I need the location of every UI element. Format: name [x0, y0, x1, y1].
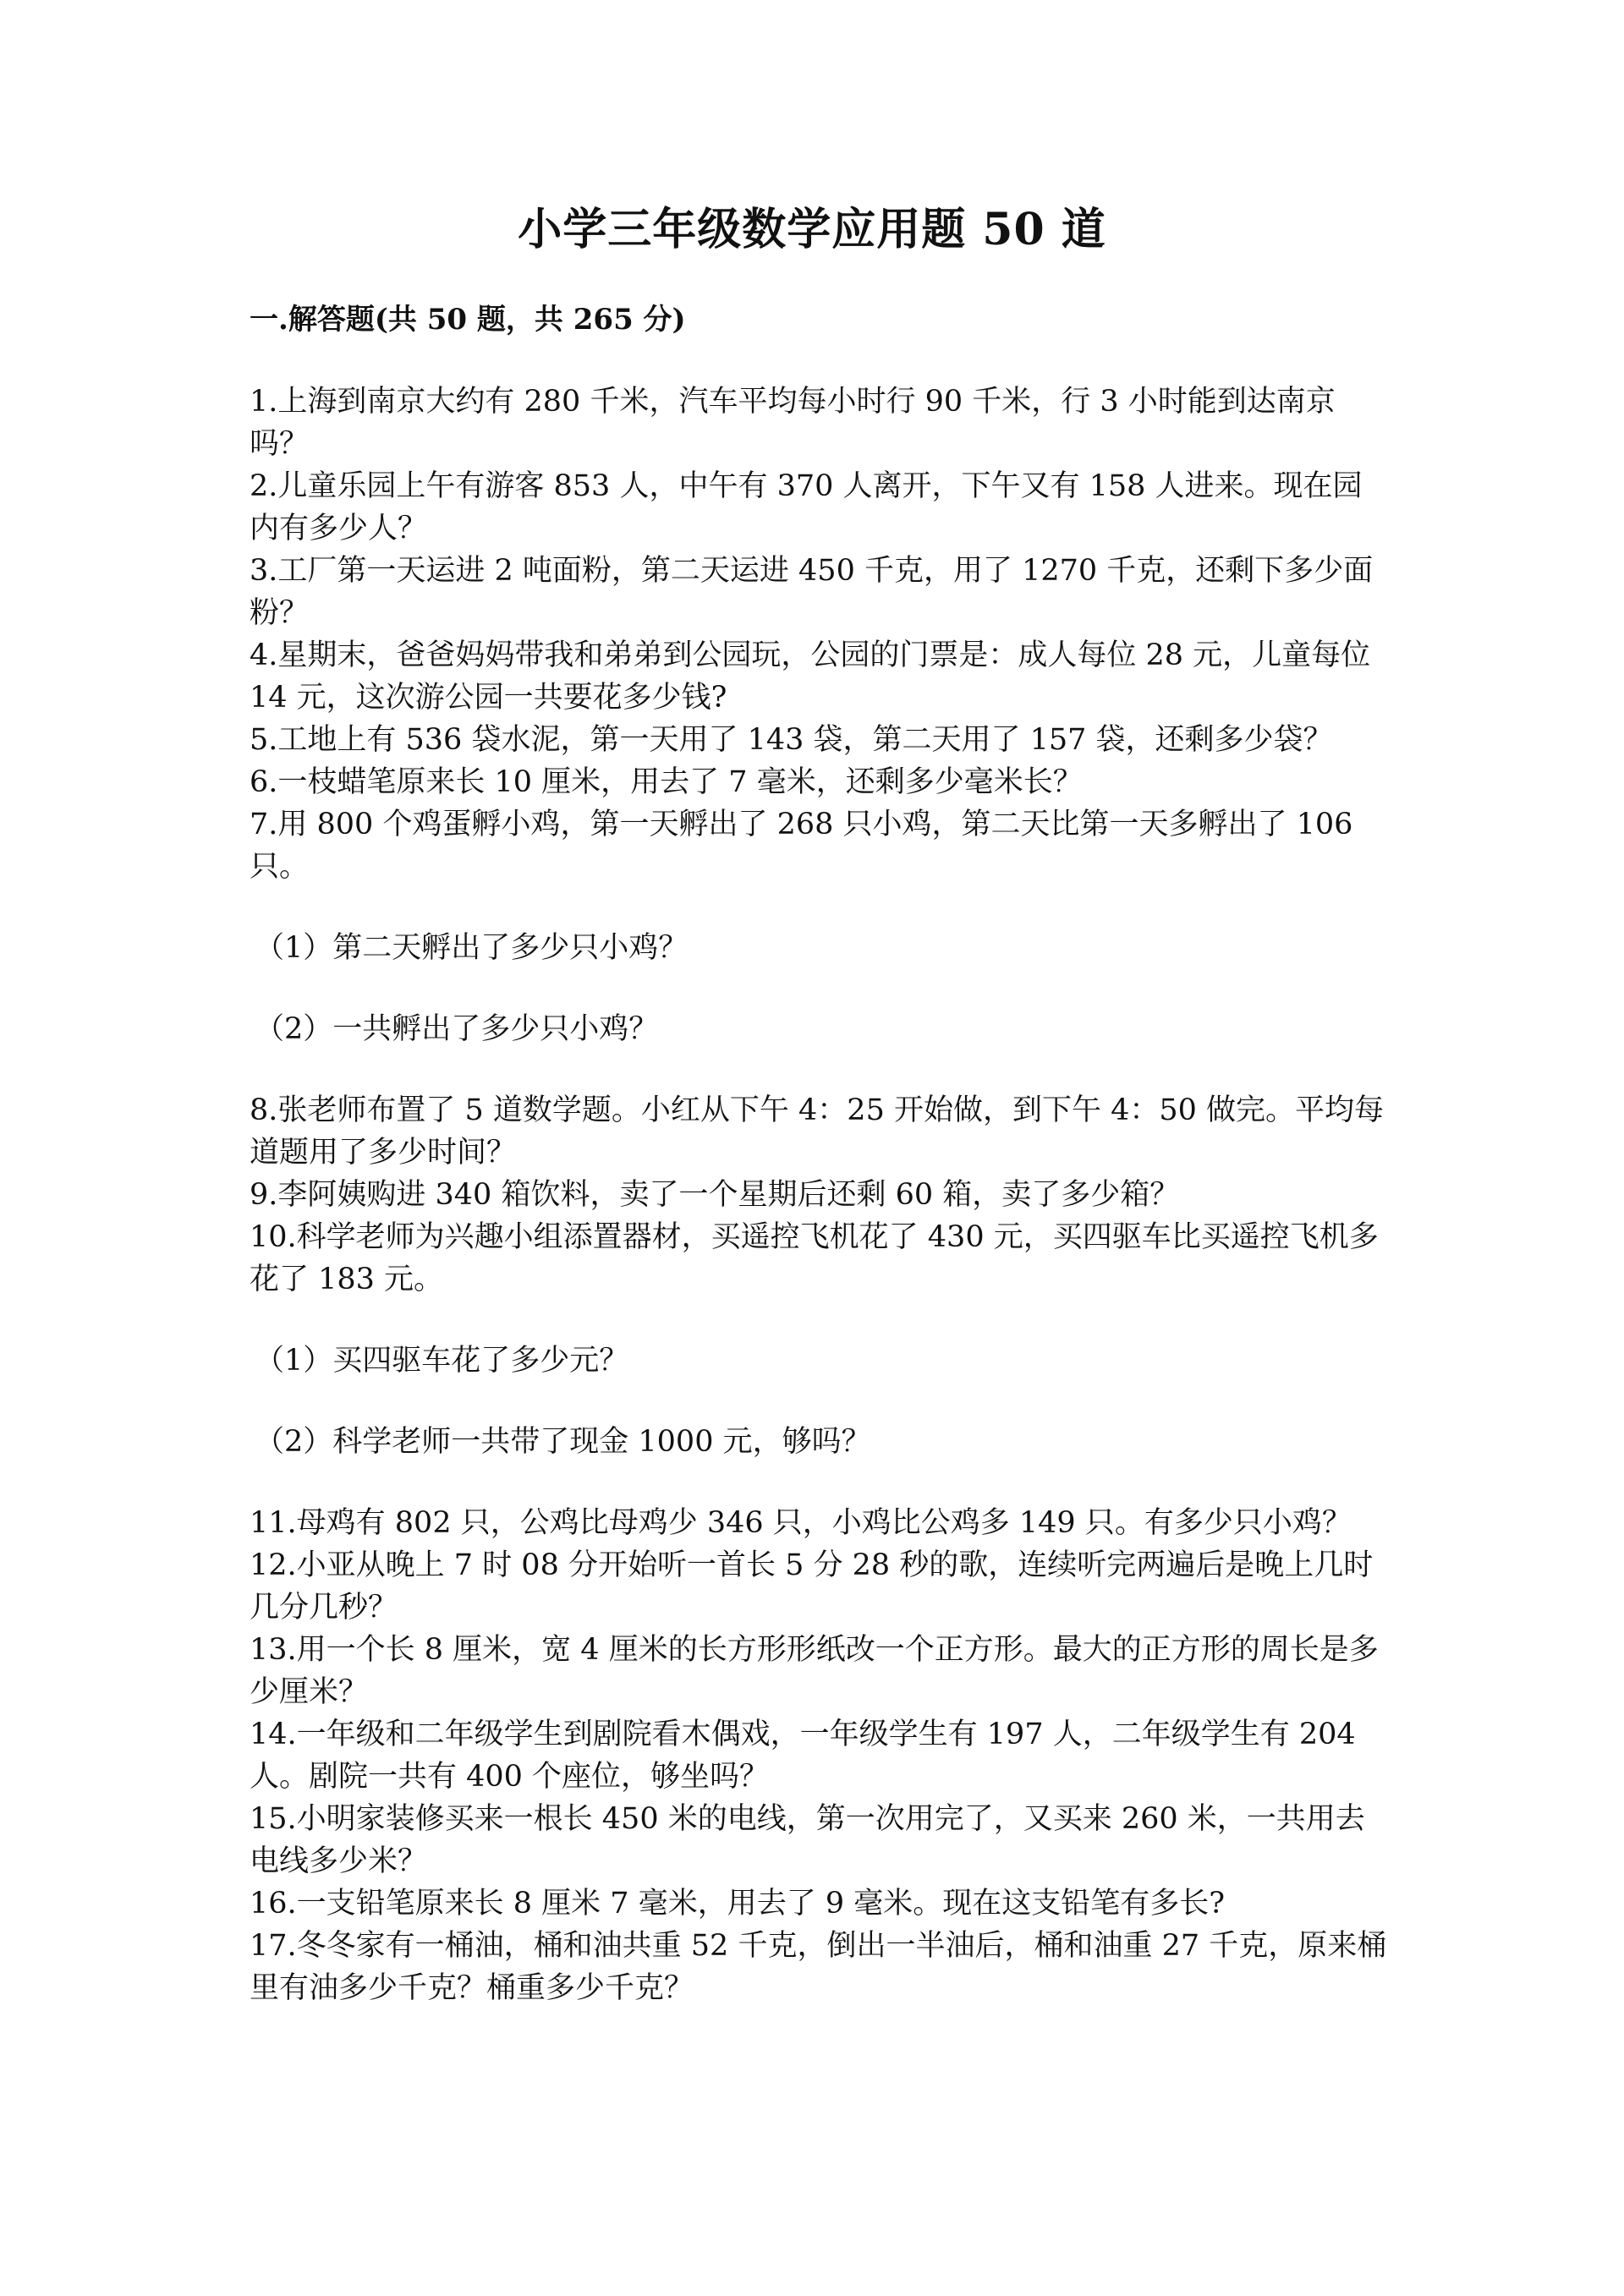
question-item: 7.用 800 个鸡蛋孵小鸡，第一天孵出了 268 只小鸡，第二天比第一天多孵出了 106 只。 — [250, 808, 1353, 884]
question-item: 15.小明家装修买来一根长 450 米的电线，第一次用完了，又买来 260 米，一共用去电线多少米？ — [250, 1802, 1365, 1878]
question-item: 16.一支铅笔原来长 8 厘米 7 毫米，用去了 9 毫米。现在这支铅笔有多长? — [250, 1887, 1225, 1921]
question-item: 13.用一个长 8 厘米，宽 4 厘米的长方形形纸改一个正方形。最大的正方形的周长是多少厘米？ — [250, 1633, 1379, 1709]
question-item: 14.一年级和二年级学生到剧院看木偶戏，一年级学生有 197 人，二年级学生有 204 人。剧院一共有 400 个座位，够坐吗？ — [250, 1718, 1356, 1794]
page-title: 小学三年级数学应用题 50 道 — [518, 204, 1106, 255]
question-item: 6.一枝蜡笔原来长 10 厘米，用去了 7 毫米，还剩多少毫米长？ — [250, 765, 1083, 799]
question-item: 2.儿童乐园上午有游客 853 人，中午有 370 人离开，下午又有 158 人进来。现在园内有多少人？ — [250, 469, 1363, 545]
sub-question: （1）买四驱车花了多少元？ — [255, 1344, 629, 1378]
question-item: 3.工厂第一天运进 2 吨面粉，第二天运进 450 千克，用了 1270 千克，还剩下多少面粉？ — [250, 554, 1374, 630]
question-item: 9.李阿姨购进 340 箱饮料，卖了一个星期后还剩 60 箱，卖了多少箱？ — [250, 1178, 1180, 1212]
sub-question: （2）一共孵出了多少只小鸡？ — [255, 1012, 659, 1046]
question-item: 5.工地上有 536 袋水泥，第一天用了 143 袋，第二天用了 157 袋，还剩多少袋？ — [250, 723, 1333, 757]
question-item: 8.张老师布置了 5 道数学题。小红从下午 4：25 开始做，到下午 4：50 做完。平均每道题用了多少时间？ — [250, 1093, 1385, 1170]
question-item: 10.科学老师为兴趣小组添置器材，买遥控飞机花了 430 元，买四驱车比买遥控飞机多花了 183 元。 — [250, 1220, 1379, 1296]
section-heading: 一.解答题(共 50 题，共 265 分) — [250, 303, 686, 337]
sub-question: （1）第二天孵出了多少只小鸡？ — [255, 931, 689, 965]
question-item: 1.上海到南京大约有 280 千米，汽车平均每小时行 90 千米，行 3 小时能到达南京吗？ — [250, 385, 1336, 461]
question-item: 4.星期末，爸爸妈妈带我和弟弟到公园玩，公园的门票是：成人每位 28 元，儿童每位 14 元，这次游公园一共要花多少钱? — [250, 638, 1371, 715]
question-list — [250, 381, 1387, 2009]
question-item: 17.冬冬家有一桶油，桶和油共重 52 千克，倒出一半油后，桶和油重 27 千克，原来桶里有油多少千克？桶重多少千克？ — [250, 1929, 1387, 2005]
question-item: 12.小亚从晚上 7 时 08 分开始听一首长 5 分 28 秒的歌，连续听完两遍后是晚上几时几分几秒？ — [250, 1548, 1374, 1625]
sub-question: （2）科学老师一共带了现金 1000 元，够吗？ — [255, 1425, 871, 1459]
question-item: 11.母鸡有 802 只，公鸡比母鸡少 346 只，小鸡比公鸡多 149 只。有多少只小鸡？ — [250, 1506, 1352, 1540]
